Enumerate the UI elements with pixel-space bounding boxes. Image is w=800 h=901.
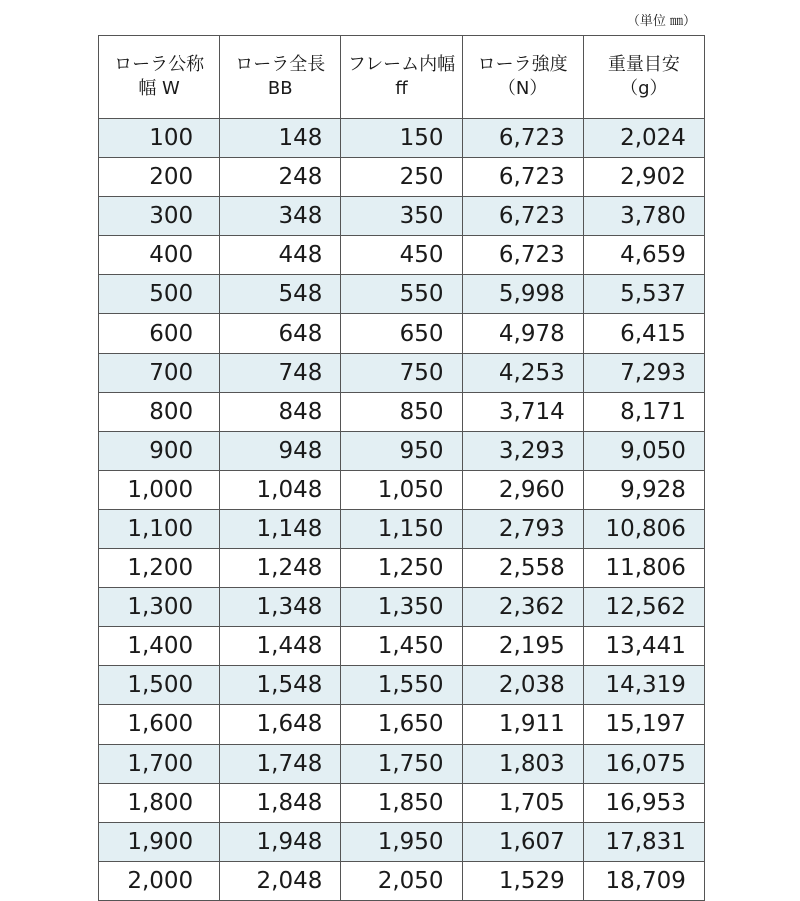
weight-cell: 10,806 (583, 509, 704, 548)
table-row (99, 549, 705, 588)
header-line: 幅 W (138, 78, 180, 99)
roller-length-cell: 1,348 (220, 588, 341, 627)
roller-strength-cell: 2,960 (462, 470, 583, 509)
roller-length-cell: 648 (220, 314, 341, 353)
nominal-width-cell: 700 (99, 353, 220, 392)
roller-strength-cell: 3,714 (462, 392, 583, 431)
weight-cell: 11,806 (583, 549, 704, 588)
frame-inner-width-cell: 1,150 (341, 509, 462, 548)
header-frame-inner-width (341, 36, 462, 119)
header-row (99, 36, 705, 119)
frame-inner-width-cell: 350 (341, 197, 462, 236)
table-row (99, 861, 705, 900)
roller-strength-cell: 2,793 (462, 509, 583, 548)
weight-cell: 16,075 (583, 744, 704, 783)
table-row (99, 783, 705, 822)
nominal-width-cell: 1,200 (99, 549, 220, 588)
roller-strength-cell: 6,723 (462, 197, 583, 236)
roller-length-cell: 848 (220, 392, 341, 431)
roller-strength-cell: 2,362 (462, 588, 583, 627)
table-row (99, 627, 705, 666)
roller-length-cell: 1,548 (220, 666, 341, 705)
frame-inner-width-cell: 550 (341, 275, 462, 314)
frame-inner-width-cell: 950 (341, 431, 462, 470)
weight-cell: 8,171 (583, 392, 704, 431)
frame-inner-width-cell: 150 (341, 119, 462, 158)
table-row (99, 470, 705, 509)
weight-cell: 3,780 (583, 197, 704, 236)
table-row (99, 119, 705, 158)
frame-inner-width-cell: 1,050 (341, 470, 462, 509)
roller-length-cell: 448 (220, 236, 341, 275)
header-line: （g） (620, 78, 668, 99)
roller-length-cell: 348 (220, 197, 341, 236)
table-row (99, 236, 705, 275)
roller-length-cell: 1,648 (220, 705, 341, 744)
roller-strength-cell: 6,723 (462, 236, 583, 275)
roller-length-cell: 1,948 (220, 822, 341, 861)
weight-cell: 12,562 (583, 588, 704, 627)
roller-strength-cell: 1,803 (462, 744, 583, 783)
table-row (99, 275, 705, 314)
frame-inner-width-cell: 850 (341, 392, 462, 431)
frame-inner-width-cell: 750 (341, 353, 462, 392)
nominal-width-cell: 100 (99, 119, 220, 158)
weight-cell: 2,902 (583, 158, 704, 197)
weight-cell: 9,928 (583, 470, 704, 509)
table-row (99, 744, 705, 783)
roller-strength-cell: 2,558 (462, 549, 583, 588)
header-line: ローラ強度 (477, 54, 568, 75)
roller-length-cell: 2,048 (220, 861, 341, 900)
roller-strength-cell: 2,195 (462, 627, 583, 666)
table-header (99, 36, 705, 119)
weight-cell: 4,659 (583, 236, 704, 275)
frame-inner-width-cell: 1,350 (341, 588, 462, 627)
table-row (99, 509, 705, 548)
roller-strength-cell: 4,978 (462, 314, 583, 353)
frame-inner-width-cell: 1,250 (341, 549, 462, 588)
nominal-width-cell: 300 (99, 197, 220, 236)
header-roller-strength (462, 36, 583, 119)
roller-length-cell: 1,748 (220, 744, 341, 783)
roller-strength-cell: 2,038 (462, 666, 583, 705)
roller-strength-cell: 1,911 (462, 705, 583, 744)
roller-length-cell: 248 (220, 158, 341, 197)
table-row (99, 666, 705, 705)
frame-inner-width-cell: 1,850 (341, 783, 462, 822)
table-row (99, 197, 705, 236)
weight-cell: 17,831 (583, 822, 704, 861)
roller-strength-cell: 1,529 (462, 861, 583, 900)
header-roller-length (220, 36, 341, 119)
roller-length-cell: 1,848 (220, 783, 341, 822)
nominal-width-cell: 200 (99, 158, 220, 197)
weight-cell: 7,293 (583, 353, 704, 392)
weight-cell: 14,319 (583, 666, 704, 705)
header-line: 重量目安 (607, 54, 680, 75)
roller-spec-table (98, 35, 705, 901)
frame-inner-width-cell: 650 (341, 314, 462, 353)
roller-length-cell: 1,148 (220, 509, 341, 548)
table-row (99, 705, 705, 744)
header-line: ローラ公称 (114, 54, 205, 75)
table-row (99, 431, 705, 470)
table-row (99, 392, 705, 431)
nominal-width-cell: 1,400 (99, 627, 220, 666)
header-line: ローラ全長 (235, 54, 326, 75)
table-row (99, 314, 705, 353)
nominal-width-cell: 400 (99, 236, 220, 275)
header-nominal-width (99, 36, 220, 119)
nominal-width-cell: 1,100 (99, 509, 220, 548)
roller-length-cell: 148 (220, 119, 341, 158)
header-line: BB (267, 78, 293, 99)
nominal-width-cell: 1,800 (99, 783, 220, 822)
weight-cell: 18,709 (583, 861, 704, 900)
weight-cell: 9,050 (583, 431, 704, 470)
frame-inner-width-cell: 450 (341, 236, 462, 275)
weight-cell: 15,197 (583, 705, 704, 744)
nominal-width-cell: 2,000 (99, 861, 220, 900)
roller-length-cell: 548 (220, 275, 341, 314)
nominal-width-cell: 1,500 (99, 666, 220, 705)
weight-cell: 16,953 (583, 783, 704, 822)
weight-cell: 13,441 (583, 627, 704, 666)
weight-cell: 2,024 (583, 119, 704, 158)
roller-strength-cell: 6,723 (462, 158, 583, 197)
header-line: ff (395, 78, 408, 99)
frame-inner-width-cell: 1,750 (341, 744, 462, 783)
unit-note: （単位 ㎜） (626, 14, 696, 29)
frame-inner-width-cell: 2,050 (341, 861, 462, 900)
roller-strength-cell: 6,723 (462, 119, 583, 158)
nominal-width-cell: 1,600 (99, 705, 220, 744)
roller-strength-cell: 5,998 (462, 275, 583, 314)
frame-inner-width-cell: 1,650 (341, 705, 462, 744)
nominal-width-cell: 500 (99, 275, 220, 314)
nominal-width-cell: 900 (99, 431, 220, 470)
roller-strength-cell: 1,607 (462, 822, 583, 861)
roller-length-cell: 748 (220, 353, 341, 392)
roller-strength-cell: 1,705 (462, 783, 583, 822)
header-line: フレーム内幅 (347, 54, 456, 75)
nominal-width-cell: 1,900 (99, 822, 220, 861)
table-row (99, 588, 705, 627)
roller-length-cell: 1,248 (220, 549, 341, 588)
nominal-width-cell: 1,000 (99, 470, 220, 509)
header-weight (583, 36, 704, 119)
frame-inner-width-cell: 1,950 (341, 822, 462, 861)
table-row (99, 822, 705, 861)
table-row (99, 353, 705, 392)
frame-inner-width-cell: 250 (341, 158, 462, 197)
weight-cell: 6,415 (583, 314, 704, 353)
table-body (99, 119, 705, 901)
nominal-width-cell: 600 (99, 314, 220, 353)
roller-strength-cell: 4,253 (462, 353, 583, 392)
nominal-width-cell: 1,700 (99, 744, 220, 783)
nominal-width-cell: 1,300 (99, 588, 220, 627)
roller-length-cell: 948 (220, 431, 341, 470)
nominal-width-cell: 800 (99, 392, 220, 431)
frame-inner-width-cell: 1,450 (341, 627, 462, 666)
header-line: （N） (497, 78, 548, 99)
table-row (99, 158, 705, 197)
frame-inner-width-cell: 1,550 (341, 666, 462, 705)
weight-cell: 5,537 (583, 275, 704, 314)
roller-length-cell: 1,448 (220, 627, 341, 666)
roller-length-cell: 1,048 (220, 470, 341, 509)
roller-strength-cell: 3,293 (462, 431, 583, 470)
